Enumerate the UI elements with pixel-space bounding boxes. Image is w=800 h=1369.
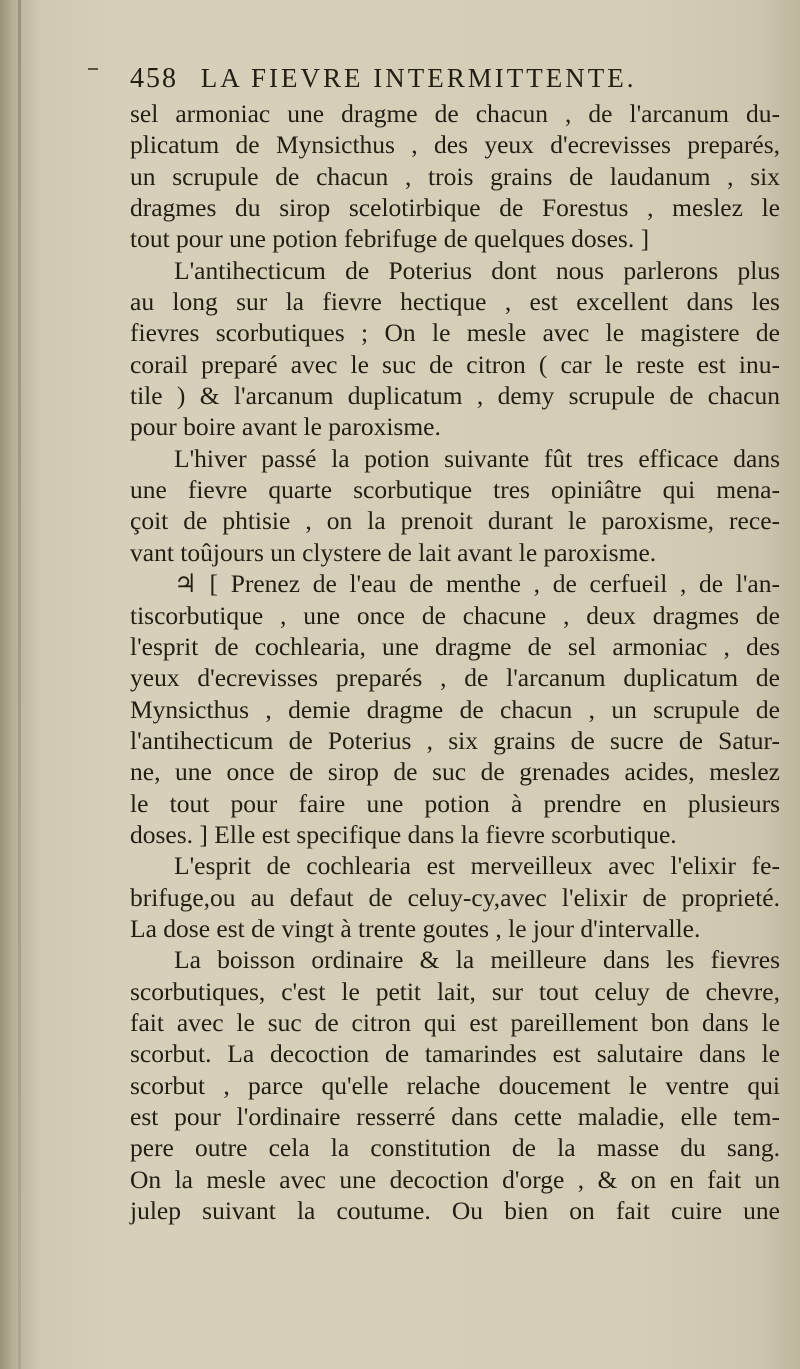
text-line: scorbut , parce qu'elle relache doucement le ventre qui: [130, 1070, 780, 1100]
text-line: un scrupule de chacun , trois grains de laudanum , six: [130, 161, 780, 191]
text-line: une fievre quarte scorbutique tres opiniâtre qui mena-: [130, 475, 780, 505]
text-line: julep suivant la coutume. Ou bien on fait cuire une: [130, 1196, 780, 1226]
text-line: fait avec le suc de citron qui est pareillement bon dans le: [130, 1007, 780, 1037]
text-line: tile ) & l'arcanum duplicatum , demy scrupule de chacun: [130, 381, 780, 411]
running-head: [130, 60, 780, 98]
page-text-block: [130, 60, 780, 1226]
running-title: LA FIEVRE INTERMITTENTE.: [200, 63, 637, 93]
text-line: L'esprit de cochlearia est merveilleux avec l'elixir fe-: [174, 851, 780, 881]
text-line: brifuge,ou au defaut de celuy-cy,avec l'elixir de proprieté.: [130, 882, 780, 912]
text-line: plicatum de Mynsicthus , des yeux d'ecrevisses preparés,: [130, 130, 780, 160]
text-line: ne, une once de sirop de suc de grenades acides, meslez: [130, 757, 780, 787]
text-line: sel armoniac une dragme de chacun , de l'arcanum du-: [130, 99, 780, 128]
text-line: ♃ [ Prenez de l'eau de menthe , de cerfueil , de l'an-: [174, 569, 780, 599]
text-line: au long sur la fievre hectique , est excellent dans les: [130, 287, 780, 317]
text-line: doses. ] Elle est specifique dans la fievre scorbutique.: [130, 819, 677, 849]
page-number: 458: [130, 63, 178, 94]
text-line: L'hiver passé la potion suivante fût tres efficace dans: [174, 443, 780, 473]
text-line: l'antihecticum de Poterius , six grains de sucre de Satur-: [130, 725, 780, 755]
body-text: [130, 98, 780, 1226]
text-line: pere outre cela la constitution de la masse du sang.: [130, 1133, 780, 1163]
text-line: scorbut. La decoction de tamarindes est salutaire dans le: [130, 1039, 780, 1069]
text-line: corail preparé avec le suc de citron ( car le reste est inu-: [130, 349, 780, 379]
text-line: scorbutiques, c'est le petit lait, sur tout celuy de chevre,: [130, 976, 780, 1006]
text-line: La boisson ordinaire & la meilleure dans les fievres: [174, 945, 780, 975]
text-line: est pour l'ordinaire resserré dans cette maladie, elle tem-: [130, 1102, 780, 1131]
text-line: tiscorbutique , une once de chacune , deux dragmes de: [130, 600, 780, 630]
text-line: La dose est de vingt à trente goutes , le jour d'intervalle.: [130, 913, 701, 943]
text-line: On la mesle avec une decoction d'orge , & on en fait un: [130, 1164, 780, 1194]
text-line: yeux d'ecrevisses preparés , de l'arcanum duplicatum de: [130, 663, 780, 693]
text-line: Mynsicthus , demie dragme de chacun , un scrupule de: [130, 694, 780, 724]
text-line: çoit de phtisie , on la prenoit durant le paroxisme, rece-: [130, 506, 780, 536]
text-line: dragmes du sirop scelotirbique de Forestus , meslez le: [130, 193, 780, 223]
text-line: le tout pour faire une potion à prendre en plusieurs: [130, 788, 780, 818]
text-line: L'antihecticum de Poterius dont nous parlerons plus: [174, 255, 780, 285]
text-line: pour boire avant le paroxisme.: [130, 412, 441, 442]
book-spine-shadow: [18, 0, 21, 1369]
text-line: tout pour une potion febrifuge de quelques doses. ]: [130, 224, 650, 254]
text-line: vant toûjours un clystere de lait avant le paroxisme.: [130, 537, 657, 567]
text-line: l'esprit de cochlearia, une dragme de sel armoniac , des: [130, 631, 780, 661]
text-line: fievres scorbutiques ; On le mesle avec le magistere de: [130, 318, 780, 348]
margin-mark: [88, 68, 98, 70]
